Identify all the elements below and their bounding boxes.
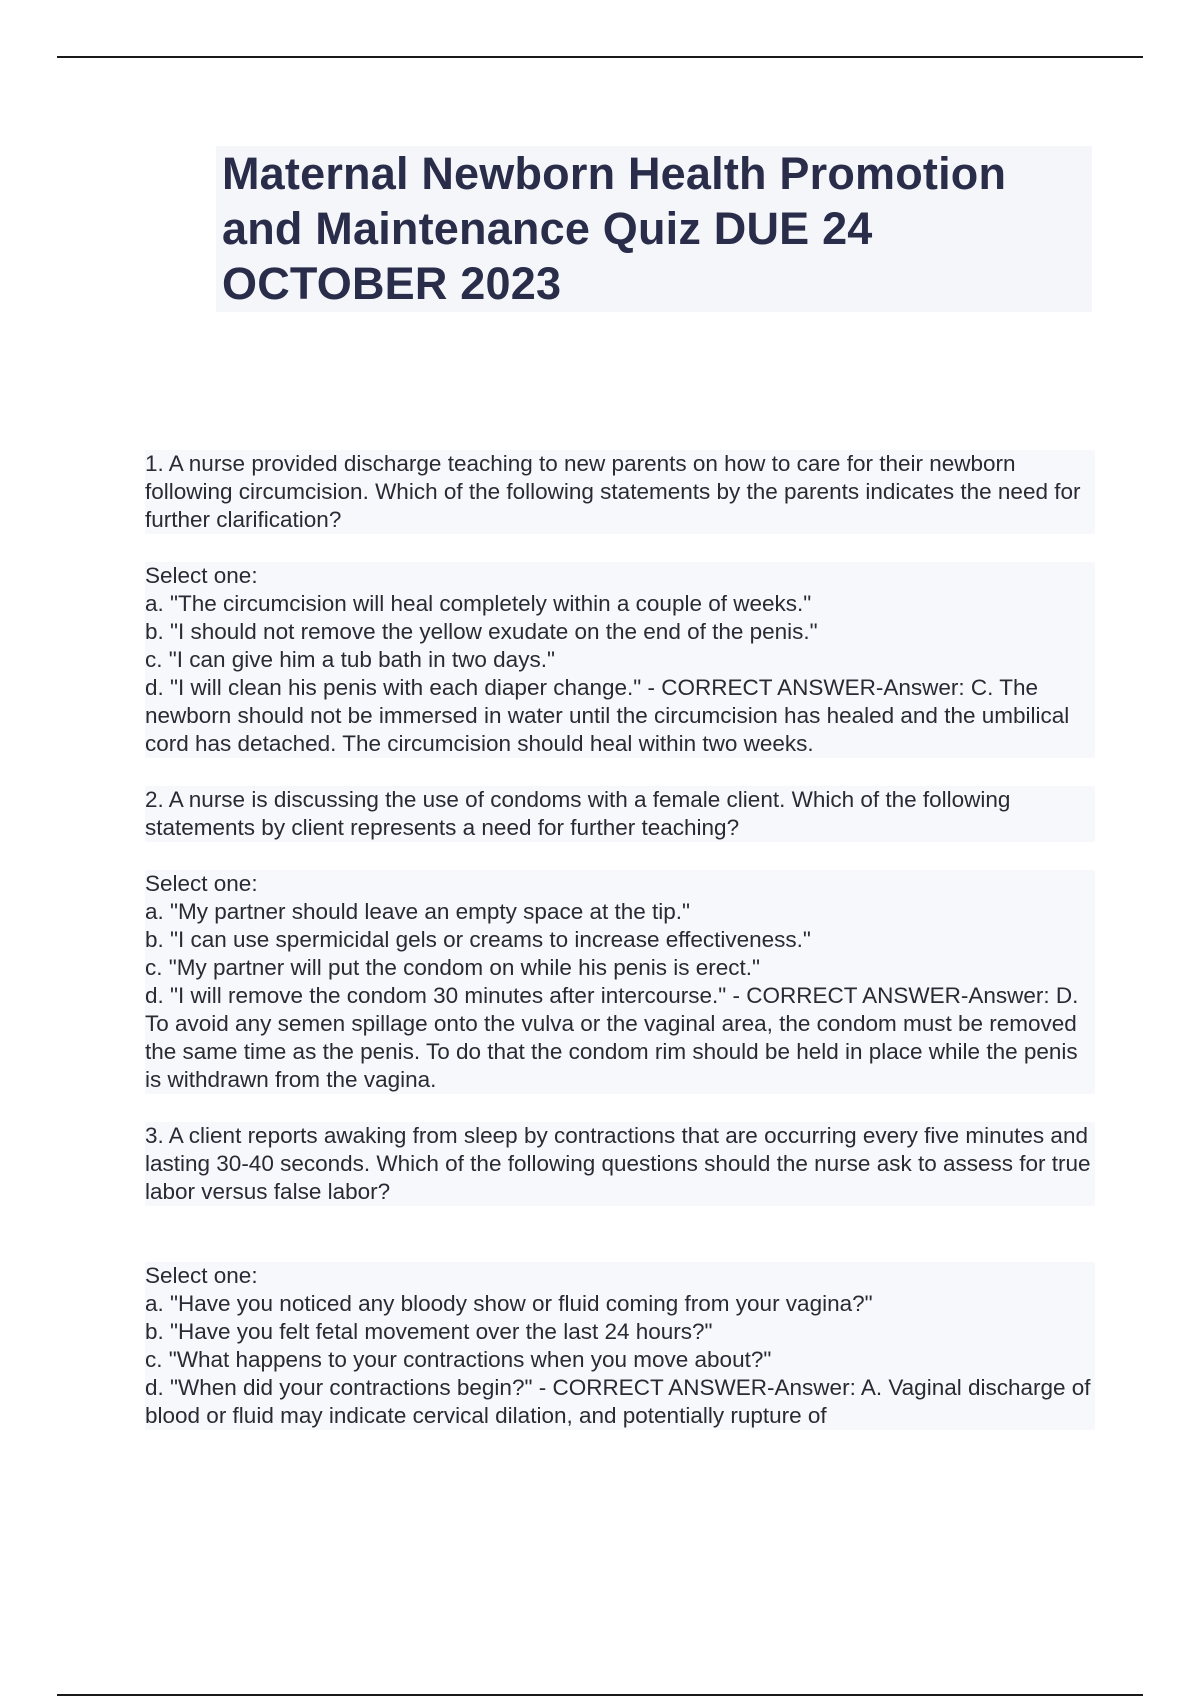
- quiz-content: [145, 450, 1095, 1458]
- top-rule: [57, 56, 1143, 58]
- question-stem: 1. A nurse provided discharge teaching to new parents on how to care for their newborn following circumcision. Which of the following statements by the parents indicates the need for further clarification?: [145, 450, 1095, 534]
- option-d-answer: d. "When did your contractions begin?" - CORRECT ANSWER-Answer: A. Vaginal discharge of blood or fluid may indicate cervical dilation, and potentially rupture of: [145, 1374, 1095, 1430]
- question-stem: 3. A client reports awaking from sleep by contractions that are occurring every five minutes and lasting 30-40 seconds. Which of the following questions should the nurse ask to assess for true labor versus false labor?: [145, 1122, 1095, 1206]
- option-a: a. "My partner should leave an empty space at the tip.": [145, 898, 1095, 926]
- option-c: c. "What happens to your contractions when you move about?": [145, 1346, 1095, 1374]
- question-1: [145, 450, 1095, 758]
- select-one-label: Select one:: [145, 1262, 1095, 1290]
- page-title: Maternal Newborn Health Promotion and Maintenance Quiz DUE 24 OCTOBER 2023: [222, 148, 1007, 309]
- option-a: a. "Have you noticed any bloody show or fluid coming from your vagina?": [145, 1290, 1095, 1318]
- bottom-rule: [57, 1694, 1143, 1696]
- option-d-answer: d. "I will remove the condom 30 minutes after intercourse." - CORRECT ANSWER-Answer: D. To avoid any semen spillage onto the vulva or the vaginal area, the condom must be removed the same time as the penis. To do that the condom rim should be held in place while the penis is withdrawn from the vagina.: [145, 982, 1095, 1094]
- option-a: a. "The circumcision will heal completely within a couple of weeks.": [145, 590, 1095, 618]
- question-2: [145, 786, 1095, 1094]
- select-one-label: Select one:: [145, 870, 1095, 898]
- question-3: [145, 1122, 1095, 1430]
- title-block: [216, 146, 1092, 312]
- option-b: b. "Have you felt fetal movement over the last 24 hours?": [145, 1318, 1095, 1346]
- option-b: b. "I can use spermicidal gels or creams to increase effectiveness.": [145, 926, 1095, 954]
- question-stem: 2. A nurse is discussing the use of condoms with a female client. Which of the following statements by client represents a need for further teaching?: [145, 786, 1095, 842]
- option-c: c. "My partner will put the condom on while his penis is erect.": [145, 954, 1095, 982]
- option-d-answer: d. "I will clean his penis with each diaper change." - CORRECT ANSWER-Answer: C. The newborn should not be immersed in water until the circumcision has healed and the umbilical cord has detached. The circumcision should heal within two weeks.: [145, 674, 1095, 758]
- option-b: b. "I should not remove the yellow exudate on the end of the penis.": [145, 618, 1095, 646]
- select-one-label: Select one:: [145, 562, 1095, 590]
- option-c: c. "I can give him a tub bath in two days.": [145, 646, 1095, 674]
